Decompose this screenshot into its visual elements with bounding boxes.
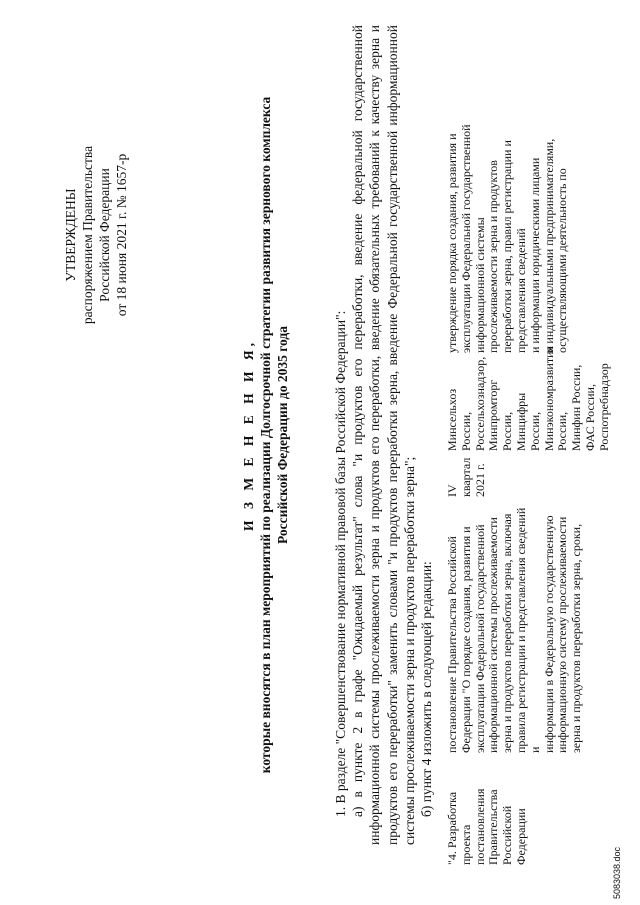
approval-line: распоряжением Правительства bbox=[80, 145, 95, 325]
approval-stamp bbox=[62, 85, 130, 385]
table-cell-result: утверждение порядка создания, развития и эксплуатации Федеральной государственной информационной системы прослеживаемости зерна и продуктов переработки зерна, правил регистрации и представления сведений и информации юридическими лицами и индивидуальными предпринимателями, осуществляющими деятельность по bbox=[445, 124, 570, 353]
document-title bbox=[240, 25, 291, 845]
approval-line: от 18 июня 2021 г. № 1657-р bbox=[114, 153, 129, 317]
title-line: И З М Е Н Е Н И Я, bbox=[241, 339, 256, 532]
table-cell-document-type: постановление Правительства Российской Федерации "О порядке создания, развития и эксплуатации Федеральной государственной информационной системы прослеживаемости зерна и продуктов переработки зерна, включая правила регистрации и представления сведений и информации в Федеральную государственную информационную систему прослеживаемости зерна и продуктов переработки зерна, сроки, bbox=[445, 507, 584, 753]
measures-table bbox=[446, 25, 612, 865]
approval-line: УТВЕРЖДЕНЫ bbox=[63, 188, 78, 282]
paragraph: б) пункт 4 изложить в следующей редакции: bbox=[419, 561, 435, 817]
paragraph: а) в пункте 2 в графе "Ожидаемый результат" слова "и продуктов его переработки, введение федеральной государственной информационной системы прослеживаемости зерна и продуктов его переработки, введение обязательных требований к качеству зерна и продуктов его переработки" заменить словами "и продуктов переработки зерна, введение Федеральной государственной информационной системы прослеживаемости зерна и продуктов переработки зерна"; bbox=[350, 25, 417, 845]
table-cell-executors: Минсельхоз России, Россельхознадзор, Минпромторг России, Минцифры России, Минэкономразвития России, Минфин России, ФАС России, Роспотребнадзор bbox=[445, 345, 611, 451]
approval-line: Российской Федерации bbox=[97, 168, 112, 302]
table-cell-deadline: IV квартал 2021 г. bbox=[445, 457, 487, 497]
title-line: которые вносятся в план мероприятий по реализации Долгосрочной стратегии развития зернового комплекса bbox=[258, 96, 273, 774]
title-line: Российской Федерации до 2035 года bbox=[275, 326, 290, 544]
file-code: 5083038.doc bbox=[612, 846, 622, 899]
paragraph: 1. В разделе "Совершенствование нормативной правовой базы Российской Федерации": bbox=[333, 310, 348, 817]
table-cell-measure: "4. Разработка проекта постановления Правительства Российской Федерации bbox=[445, 788, 528, 865]
document-body bbox=[332, 25, 435, 845]
